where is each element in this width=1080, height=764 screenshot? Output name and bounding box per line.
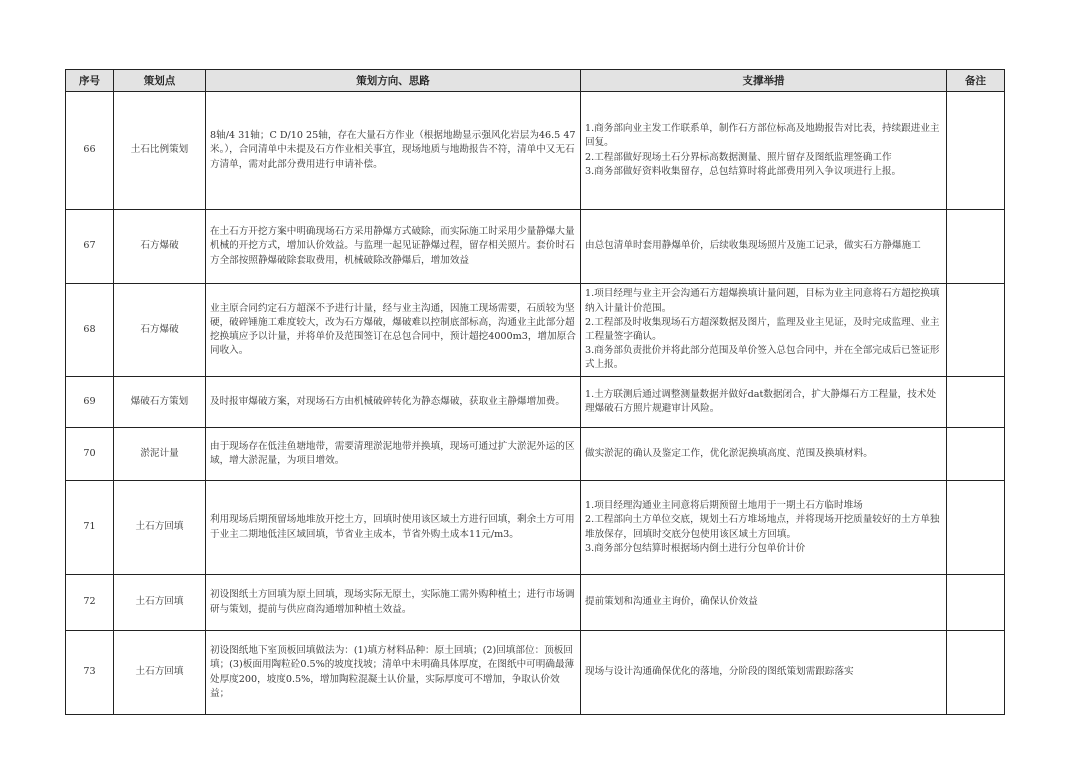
planning-point: 土石方回填 [114, 481, 206, 575]
planning-point: 土石方回填 [114, 631, 206, 715]
planning-point: 土石比例策划 [114, 92, 206, 210]
support-item: 2.工程部向土方单位交底，规划土石方堆场地点，并将现场开挖质量较好的土方单独堆放保存，回填时交底分包使用该区域土方回填。 [585, 514, 940, 540]
remarks [947, 481, 1005, 575]
planning-direction: 业主原合同约定石方超深不予进行计量，经与业主沟通，因施工现场需要，石质较为坚硬，破碎锤施工难度较大，改为石方爆破，爆破难以控制底部标高，沟通业主此部分超挖换填应予以计量，并将单价及范围签订在总包合同中，预计超挖4000m3，增加原合同收入。 [206, 284, 581, 377]
row-number: 72 [66, 575, 114, 631]
support-item: 现场与设计沟通确保优化的落地，分阶段的图纸策划需跟踪落实 [585, 666, 854, 678]
header-planning-point: 策划点 [114, 70, 206, 92]
remarks [947, 284, 1005, 377]
remarks [947, 210, 1005, 284]
support-measures [581, 210, 947, 284]
remarks [947, 92, 1005, 210]
remarks [947, 377, 1005, 428]
table-row [66, 575, 1005, 631]
planning-direction: 8轴/4 31轴；C D/10 25轴，存在大量石方作业（根据地勘显示强风化岩层为46.5 47米。），合同清单中未提及石方作业相关事宜，现场地质与地勘报告不符，清单中又无石方清单，需对此部分费用进行申请补偿。 [206, 92, 581, 210]
row-number: 68 [66, 284, 114, 377]
support-measures [581, 284, 947, 377]
planning-direction: 在土石方开挖方案中明确现场石方采用静爆方式破除，而实际施工时采用少量静爆大量机械的开挖方式，增加认价效益。与监理一起见证静爆过程，留存相关照片。套价时石方全部按照静爆破除套取费用，机械破除改静爆后，增加效益 [206, 210, 581, 284]
support-item: 提前策划和沟通业主询价，确保认价效益 [585, 596, 758, 608]
header-support-measures: 支撑举措 [581, 70, 947, 92]
row-number: 71 [66, 481, 114, 575]
support-item: 1.土方联测后通过调整测量数据并做好dat数据闭合，扩大静爆石方工程量，技术处理爆破石方照片规避审计风险。 [585, 388, 937, 414]
planning-point: 石方爆破 [114, 284, 206, 377]
planning-direction: 及时报审爆破方案，对现场石方由机械破碎转化为静态爆破，获取业主静爆增加费。 [206, 377, 581, 428]
header-planning-direction: 策划方向、思路 [206, 70, 581, 92]
support-item: 做实淤泥的确认及鉴定工作，优化淤泥换填高度、范围及换填材料。 [585, 447, 873, 459]
planning-direction: 初设图纸地下室顶板回填做法为：(1)填方材料品种：原土回填；(2)回填部位：顶板回填；(3)板面用陶粒砼0.5%的坡度找坡；清单中未明确具体厚度，在图纸中可明确最薄处厚度200，坡度0.5%，增加陶粒混凝土认价量，实际厚度可不增加，争取认价效益； [206, 631, 581, 715]
support-item: 3.商务部负责批价并将此部分范围及单价签入总包合同中，并在全部完成后已签证形式上报。 [585, 345, 940, 371]
table-row [66, 428, 1005, 481]
support-measures [581, 575, 947, 631]
support-measures [581, 631, 947, 715]
remarks [947, 575, 1005, 631]
row-number: 70 [66, 428, 114, 481]
row-number: 69 [66, 377, 114, 428]
table-header-row [66, 70, 1005, 92]
planning-point: 爆破石方策划 [114, 377, 206, 428]
planning-table [65, 69, 1005, 715]
support-measures [581, 92, 947, 210]
support-item: 2.工程部做好现场土石分界标高数据测量、照片留存及图纸监理签确工作 [585, 151, 892, 163]
planning-direction: 利用现场后期预留场地堆放开挖土方，回填时使用该区域土方进行回填，剩余土方可用于业主二期地低洼区域回填，节省业主成本，节省外购土成本11元/m3。 [206, 481, 581, 575]
planning-point: 淤泥计量 [114, 428, 206, 481]
header-remarks: 备注 [947, 70, 1005, 92]
table-row [66, 92, 1005, 210]
remarks [947, 428, 1005, 481]
table-row [66, 284, 1005, 377]
planning-point: 土石方回填 [114, 575, 206, 631]
table-row [66, 377, 1005, 428]
planning-direction: 由于现场存在低洼鱼塘地带，需要清理淤泥地带并换填，现场可通过扩大淤泥外运的区域，增大淤泥量，为项目增效。 [206, 428, 581, 481]
support-item: 3.商务部做好资料收集留存，总包结算时将此部费用列入争议项进行上报。 [585, 165, 902, 177]
planning-direction: 初设图纸土方回填为原土回填，现场实际无原土，实际施工需外购种植土；进行市场调研与策划，提前与供应商沟通增加种植土效益。 [206, 575, 581, 631]
support-item: 由总包清单时套用静爆单价，后续收集现场照片及施工记录，做实石方静爆施工 [585, 240, 921, 252]
row-number: 66 [66, 92, 114, 210]
table-row [66, 631, 1005, 715]
support-item: 1.商务部向业主发工作联系单，制作石方部位标高及地勘报告对比表，持续跟进业主回复。 [585, 123, 940, 149]
header-serial-number: 序号 [66, 70, 114, 92]
row-number: 73 [66, 631, 114, 715]
support-measures [581, 428, 947, 481]
support-item: 2.工程部及时收集现场石方超深数据及图片，监理及业主见证，及时完成监理、业主工程量签字确认。 [585, 316, 940, 342]
support-measures [581, 377, 947, 428]
support-item: 1.项目经理沟通业主同意将后期预留土地用于一期土石方临时堆场 [585, 500, 863, 512]
remarks [947, 631, 1005, 715]
support-item: 1.项目经理与业主开会沟通石方超爆换填计量问题，目标为业主同意将石方超挖换填纳入计量计价范围。 [585, 288, 940, 314]
row-number: 67 [66, 210, 114, 284]
support-item: 3.商务部分包结算时根据场内倒土进行分包单价计价 [585, 542, 806, 554]
table-row [66, 210, 1005, 284]
support-measures [581, 481, 947, 575]
planning-point: 石方爆破 [114, 210, 206, 284]
table-row [66, 481, 1005, 575]
